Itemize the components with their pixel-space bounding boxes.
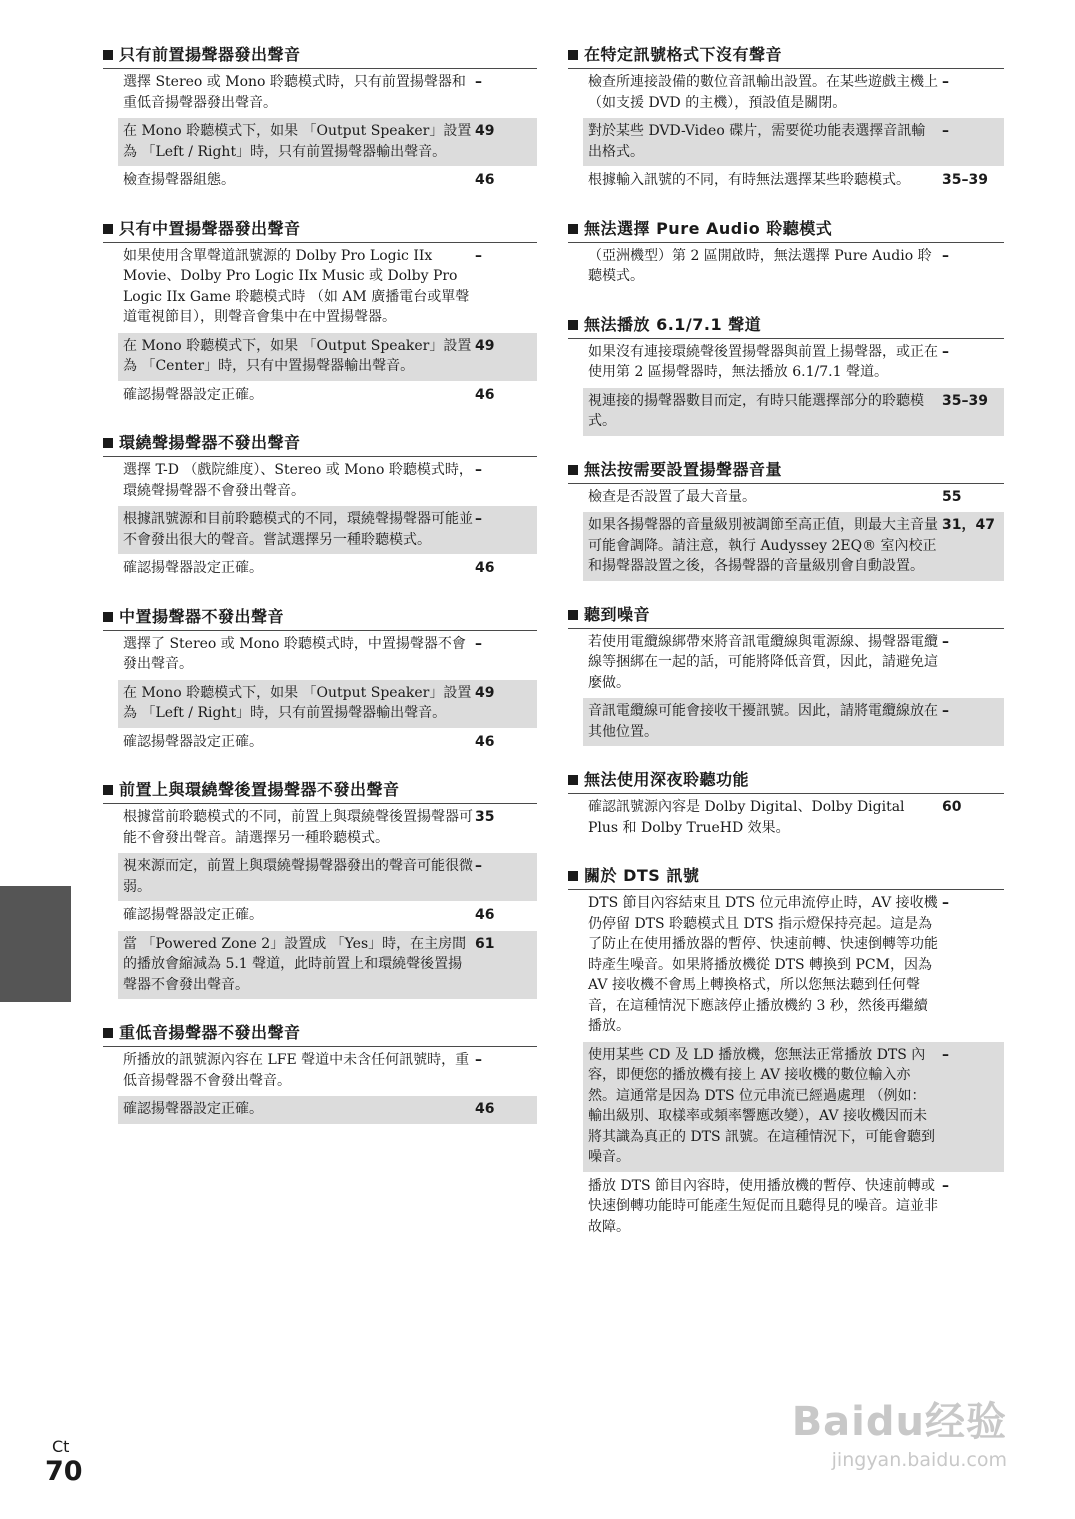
- solution-text: 播放 DTS 節目內容時，使用播放機的暫停、快速前轉或快速倒轉功能時可能產生短促而且聽得見的噪音。這並非故障。: [588, 1177, 938, 1235]
- solution-text: 選擇 T-D （戲院維度）、Stereo 或 Mono 聆聽模式時，環繞聲揚聲器不會發出聲音。: [123, 462, 473, 499]
- solution-text: 如果各揚聲器的音量級別被調節至高正值，則最大主音量可能會調降。請注意，執行 Audyssey 2EQ® 室內校正和揚聲器設置之後，各揚聲器的音量級別會自動設置。: [588, 517, 938, 574]
- solution-text: 如果沒有連接環繞聲後置揚聲器與前置上揚聲器，或正在使用第 2 區揚聲器時，無法播放 6.1/7.1 聲道。: [588, 343, 938, 380]
- solution-row: [583, 890, 1004, 1042]
- solution-row: [118, 555, 537, 584]
- reference-page: 46: [475, 386, 495, 403]
- section-title: [103, 777, 537, 804]
- solution-text: 在 Mono 聆聽模式下，如果 「Output Speaker」設置為 「Left / Right」時，只有前置揚聲器輸出聲音。: [123, 684, 472, 721]
- troubleshooting-section: [103, 42, 537, 196]
- square-bullet-icon: [568, 224, 578, 234]
- section-title-text: 無法選擇 Pure Audio 聆聽模式: [584, 218, 833, 238]
- reference-page: –: [475, 511, 482, 527]
- troubleshooting-section: [103, 777, 537, 1000]
- solution-text: 選擇 Stereo 或 Mono 聆聽模式時，只有前置揚聲器和重低音揚聲器發出聲音。: [123, 74, 466, 111]
- solution-text: 視來源而定，前置上與環繞聲揚聲器發出的聲音可能很微弱。: [123, 858, 473, 895]
- solution-text: 根據當前聆聽模式的不同，前置上與環繞聲後置揚聲器可能不會發出聲音。請選擇另一種聆聽模式。: [123, 809, 473, 846]
- section-title-text: 只有中置揚聲器發出聲音: [119, 218, 301, 238]
- reference-page: –: [475, 247, 482, 264]
- solution-table: [583, 890, 1004, 1242]
- reference-page: –: [942, 74, 949, 90]
- solution-text: 確認揚聲器設定正確。: [123, 1101, 263, 1117]
- section-title-text: 中置揚聲器不發出聲音: [119, 606, 285, 626]
- solution-table: [118, 243, 537, 411]
- reference-page: 61: [475, 935, 495, 952]
- square-bullet-icon: [568, 465, 578, 475]
- square-bullet-icon: [103, 438, 113, 448]
- solution-row: [583, 388, 1004, 437]
- solution-row: [583, 1042, 1004, 1173]
- solution-text: 當 「Powered Zone 2」設置成 「Yes」時，在主房間的播放會縮減為 5.1 聲道，此時前置上和環繞聲後置揚聲器不會發出聲音。: [123, 935, 467, 993]
- section-title-text: 關於 DTS 訊號: [584, 866, 700, 885]
- solution-row: [118, 631, 537, 680]
- solution-table: [118, 631, 537, 758]
- solution-table: [583, 243, 1004, 292]
- solution-text: 檢查揚聲器組態。: [123, 172, 235, 188]
- troubleshooting-section: [103, 216, 537, 411]
- solution-table: [118, 69, 537, 196]
- troubleshooting-section: [568, 457, 1004, 582]
- troubleshooting-section: [568, 312, 1004, 437]
- reference-page: 60: [942, 799, 962, 815]
- solution-text: 如果使用含單聲道訊號源的 Dolby Pro Logic IIx Movie、Dolby Pro Logic IIx Music 或 Dolby Pro Logic IIx Game 聆聽模式時 （如 AM 廣播電台或單聲道電視節目），則聲音會集中在中置揚聲器。: [123, 247, 470, 325]
- solution-table: [583, 794, 1004, 843]
- solution-text: 在 Mono 聆聽模式下，如果 「Output Speaker」設置為 「Left / Right」時，只有前置揚聲器輸出聲音。: [123, 123, 472, 160]
- solution-text: 確認揚聲器設定正確。: [123, 907, 263, 923]
- section-title-text: 無法使用深夜聆聽功能: [584, 770, 750, 789]
- reference-page: –: [942, 247, 949, 264]
- solution-text: 根據輸入訊號的不同，有時無法選擇某些聆聽模式。: [588, 172, 910, 188]
- reference-page: –: [942, 633, 949, 650]
- reference-page: –: [942, 703, 949, 719]
- square-bullet-icon: [568, 50, 578, 60]
- section-title: [103, 430, 537, 457]
- solution-table: [118, 457, 537, 584]
- solution-text: 根據訊號源和目前聆聽模式的不同，環繞聲揚聲器可能並不會發出很大的聲音。嘗試選擇另一種聆聽模式。: [123, 511, 473, 548]
- reference-page: 35: [475, 809, 495, 825]
- solution-text: 檢查所連接設備的數位音訊輸出設置。在某些遊戲主機上 （如支援 DVD 的主機），預設值是關閉。: [588, 74, 938, 111]
- section-title: [568, 457, 1004, 484]
- solution-row: [118, 457, 537, 506]
- watermark-brand: Baidu经验: [791, 1399, 1007, 1445]
- solution-row: [118, 902, 537, 931]
- section-title: [568, 863, 1004, 890]
- troubleshooting-section: [568, 863, 1004, 1242]
- solution-table: [118, 1047, 537, 1125]
- reference-page: 46: [475, 560, 495, 576]
- solution-row: [118, 333, 537, 382]
- troubleshooting-section: [568, 42, 1004, 196]
- solution-text: 確認揚聲器設定正確。: [123, 386, 263, 403]
- reference-page: –: [475, 74, 482, 90]
- square-bullet-icon: [568, 610, 578, 620]
- solution-text: 選擇了 Stereo 或 Mono 聆聽模式時，中置揚聲器不會發出聲音。: [123, 635, 466, 672]
- reference-page: 35–39: [942, 172, 988, 188]
- solution-row: [118, 853, 537, 902]
- reference-page: 31，47: [942, 517, 995, 533]
- section-title: [103, 216, 537, 243]
- watermark-url: jingyan.baidu.com: [831, 1449, 1007, 1471]
- section-title: [103, 604, 537, 631]
- reference-page: –: [942, 123, 949, 139]
- reference-page: –: [475, 1052, 482, 1068]
- solution-text: （亞洲機型）第 2 區開啟時，無法選擇 Pure Audio 聆聽模式。: [588, 247, 932, 284]
- reference-page: 46: [475, 907, 495, 923]
- troubleshooting-section: [103, 1020, 537, 1125]
- section-title-text: 環繞聲揚聲器不發出聲音: [119, 433, 301, 452]
- solution-row: [118, 243, 537, 333]
- solution-text: 音訊電纜線可能會接收干擾訊號。因此，請將電纜線放在其他位置。: [588, 703, 938, 740]
- section-title: [568, 602, 1004, 629]
- square-bullet-icon: [568, 871, 578, 881]
- solution-row: [118, 1047, 537, 1096]
- section-title: [568, 216, 1004, 243]
- solution-row: [583, 794, 1004, 843]
- square-bullet-icon: [103, 612, 113, 622]
- solution-text: 所播放的訊號源內容在 LFE 聲道中未含任何訊號時，重低音揚聲器不會發出聲音。: [123, 1052, 470, 1089]
- solution-row: [583, 243, 1004, 292]
- solution-row: [118, 382, 537, 411]
- solution-row: [583, 698, 1004, 747]
- reference-page: –: [942, 1177, 949, 1194]
- solution-table: [583, 484, 1004, 582]
- solution-row: [118, 729, 537, 758]
- reference-page: –: [475, 858, 482, 874]
- reference-page: –: [942, 343, 949, 360]
- square-bullet-icon: [103, 785, 113, 795]
- reference-page: 55: [942, 488, 962, 505]
- watermark: [792, 1390, 1007, 1471]
- solution-row: [583, 69, 1004, 118]
- solution-row: [118, 931, 537, 1001]
- left-column: [103, 42, 537, 1145]
- troubleshooting-section: [568, 767, 1004, 843]
- troubleshooting-section: [568, 602, 1004, 748]
- solution-row: [118, 506, 537, 555]
- solution-row: [583, 629, 1004, 699]
- solution-row: [118, 804, 537, 853]
- solution-table: [583, 629, 1004, 748]
- section-title-text: 無法播放 6.1/7.1 聲道: [584, 314, 762, 334]
- square-bullet-icon: [103, 50, 113, 60]
- solution-row: [118, 118, 537, 167]
- section-title-text: 前置上與環繞聲後置揚聲器不發出聲音: [119, 780, 400, 799]
- solution-text: 確認揚聲器設定正確。: [123, 733, 263, 750]
- troubleshooting-section: [568, 216, 1004, 292]
- reference-page: 49: [475, 337, 495, 354]
- reference-page: 46: [475, 733, 495, 750]
- solution-text: 在 Mono 聆聽模式下，如果 「Output Speaker」設置為 「Center」時，只有中置揚聲器輸出聲音。: [123, 337, 472, 374]
- solution-text: 確認揚聲器設定正確。: [123, 560, 263, 576]
- solution-row: [583, 118, 1004, 167]
- section-title-text: 聽到噪音: [584, 604, 651, 624]
- solution-row: [583, 512, 1004, 582]
- reference-page: 49: [475, 684, 495, 701]
- reference-page: 49: [475, 123, 495, 139]
- solution-row: [583, 484, 1004, 513]
- section-title-text: 無法按需要設置揚聲器音量: [584, 459, 783, 479]
- solution-text: 檢查是否設置了最大音量。: [588, 488, 756, 505]
- reference-page: 46: [475, 1101, 495, 1117]
- solution-row: [118, 167, 537, 196]
- reference-page: –: [475, 462, 482, 478]
- solution-table: [583, 339, 1004, 437]
- solution-text: 對於某些 DVD-Video 碟片，需要從功能表選擇音訊輸出格式。: [588, 123, 926, 160]
- reference-page: –: [475, 635, 482, 652]
- section-title: [103, 1020, 537, 1047]
- solution-text: 若使用電纜線綁帶來將音訊電纜線與電源線、揚聲器電纜線等捆綁在一起的話，可能將降低音質，因此，請避免這麼做。: [588, 633, 938, 691]
- solution-text: 使用某些 CD 及 LD 播放機，您無法正常播放 DTS 內容，即便您的播放機有接上 AV 接收機的數位輸入亦然。這通常是因為 DTS 位元串流已經過處理 （例如：輸出級別、取樣率或頻率響應改變），AV 接收機因而未將其識為真正的 DTS 訊號。在這種情況下，可能會聽到噪音。: [588, 1046, 936, 1165]
- section-title-text: 在特定訊號格式下沒有聲音: [584, 45, 783, 64]
- solution-row: [583, 167, 1004, 196]
- solution-row: [118, 1096, 537, 1125]
- section-title: [568, 312, 1004, 339]
- reference-page: –: [942, 895, 949, 911]
- section-title: [568, 42, 1004, 69]
- square-bullet-icon: [568, 320, 578, 330]
- page-language-code: Ct: [52, 1437, 70, 1456]
- square-bullet-icon: [103, 224, 113, 234]
- solution-text: 視連接的揚聲器數目而定，有時只能選擇部分的聆聽模式。: [588, 392, 924, 429]
- section-title: [103, 42, 537, 69]
- reference-page: 35–39: [942, 392, 988, 409]
- section-title: [568, 767, 1004, 794]
- square-bullet-icon: [568, 775, 578, 785]
- solution-table: [583, 69, 1004, 196]
- right-column: [568, 42, 1004, 1262]
- section-title-text: 重低音揚聲器不發出聲音: [119, 1023, 301, 1042]
- troubleshooting-section: [103, 430, 537, 584]
- solution-row: [583, 1173, 1004, 1243]
- section-title-text: 只有前置揚聲器發出聲音: [119, 45, 301, 64]
- troubleshooting-section: [103, 604, 537, 758]
- chapter-side-tab: [0, 886, 71, 1002]
- solution-text: DTS 節目內容結束且 DTS 位元串流停止時，AV 接收機仍停留 DTS 聆聽模式且 DTS 指示燈保持亮起。這是為了防止在使用播放器的暫停、快速前轉、快速倒轉等功能時產生噪音。如果將播放機從 DTS 轉換到 PCM，因為 AV 接收機不會馬上轉換格式，所以您無法聽到任何聲音，在這種情況下應該停止播放機約 3 秒，然後再繼續播放。: [588, 895, 938, 1034]
- reference-page: –: [942, 1046, 949, 1063]
- square-bullet-icon: [103, 1028, 113, 1038]
- page-number: 70: [45, 1456, 83, 1487]
- solution-row: [118, 680, 537, 729]
- solution-text: 確認訊號源內容是 Dolby Digital、Dolby Digital Plus 和 Dolby TrueHD 效果。: [588, 799, 905, 836]
- solution-row: [583, 339, 1004, 388]
- reference-page: 46: [475, 172, 495, 188]
- solution-row: [118, 69, 537, 118]
- solution-table: [118, 804, 537, 1000]
